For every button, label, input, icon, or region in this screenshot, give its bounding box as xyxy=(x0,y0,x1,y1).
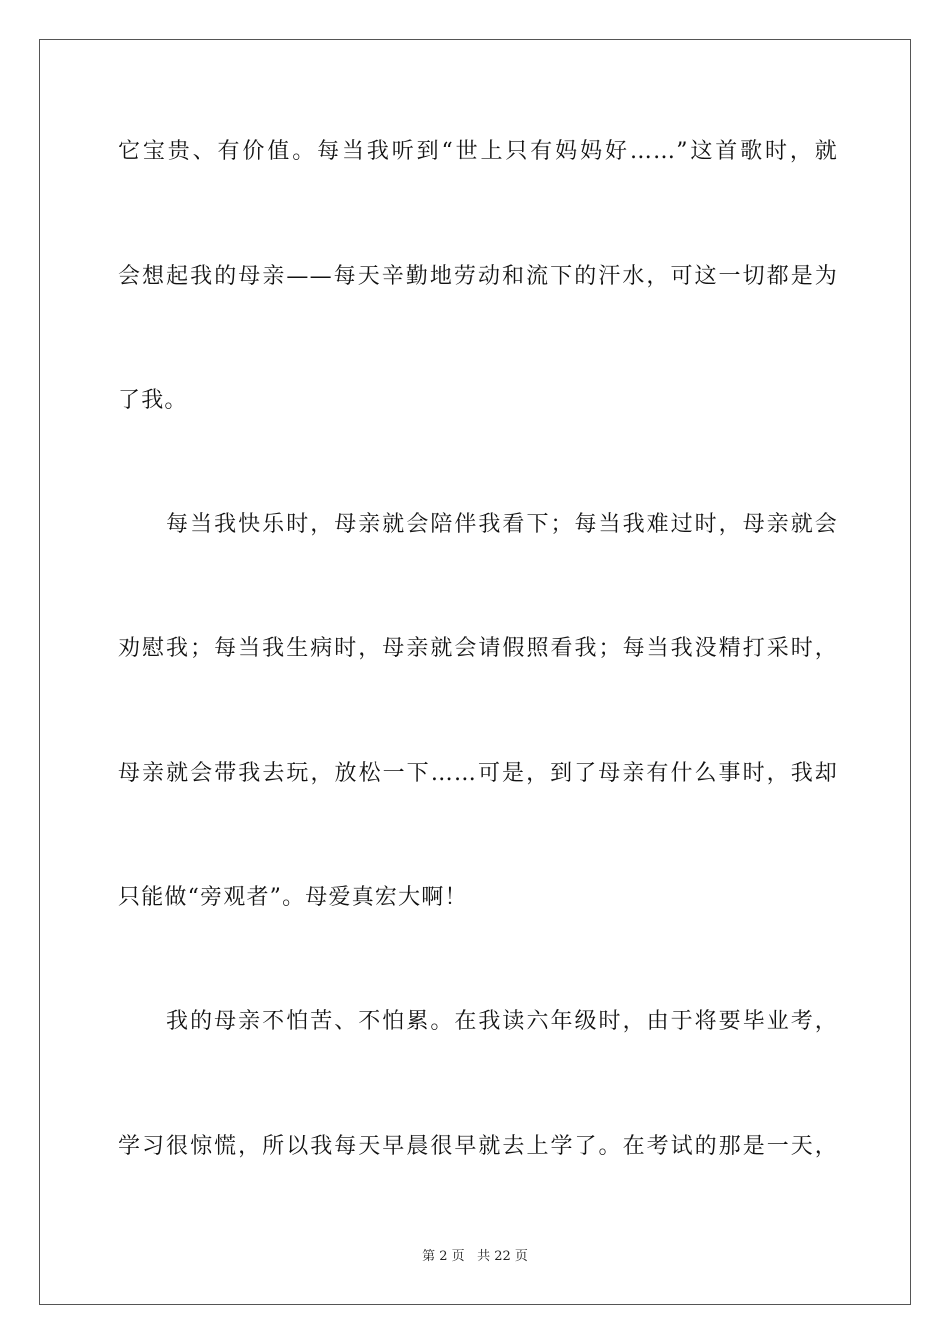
body-line-6: 母亲就会带我去玩，放松一下……可是，到了母亲有什么事时，我却 xyxy=(118,761,838,786)
page-footer xyxy=(0,1248,950,1266)
page-total: 共 22 页 xyxy=(477,1249,528,1264)
page-border xyxy=(39,39,911,1305)
body-line-3: 了我。 xyxy=(118,388,188,413)
body-line-8: 我的母亲不怕苦、不怕累。在我读六年级时，由于将要毕业考， xyxy=(118,1009,838,1034)
page-number: 第 2 页 xyxy=(422,1249,465,1264)
body-line-1: 它宝贵、有价值。每当我听到“世上只有妈妈好……”这首歌时，就 xyxy=(118,139,838,164)
body-line-5: 劝慰我；每当我生病时，母亲就会请假照看我；每当我没精打采时， xyxy=(118,636,838,661)
body-line-9: 学习很惊慌，所以我每天早晨很早就去上学了。在考试的那是一天， xyxy=(118,1134,838,1159)
body-line-4: 每当我快乐时，母亲就会陪伴我看下；每当我难过时，母亲就会 xyxy=(118,512,838,537)
body-line-7: 只能做“旁观者”。母爱真宏大啊！ xyxy=(118,885,468,910)
body-line-2: 会想起我的母亲——每天辛勤地劳动和流下的汗水，可这一切都是为 xyxy=(118,264,838,289)
